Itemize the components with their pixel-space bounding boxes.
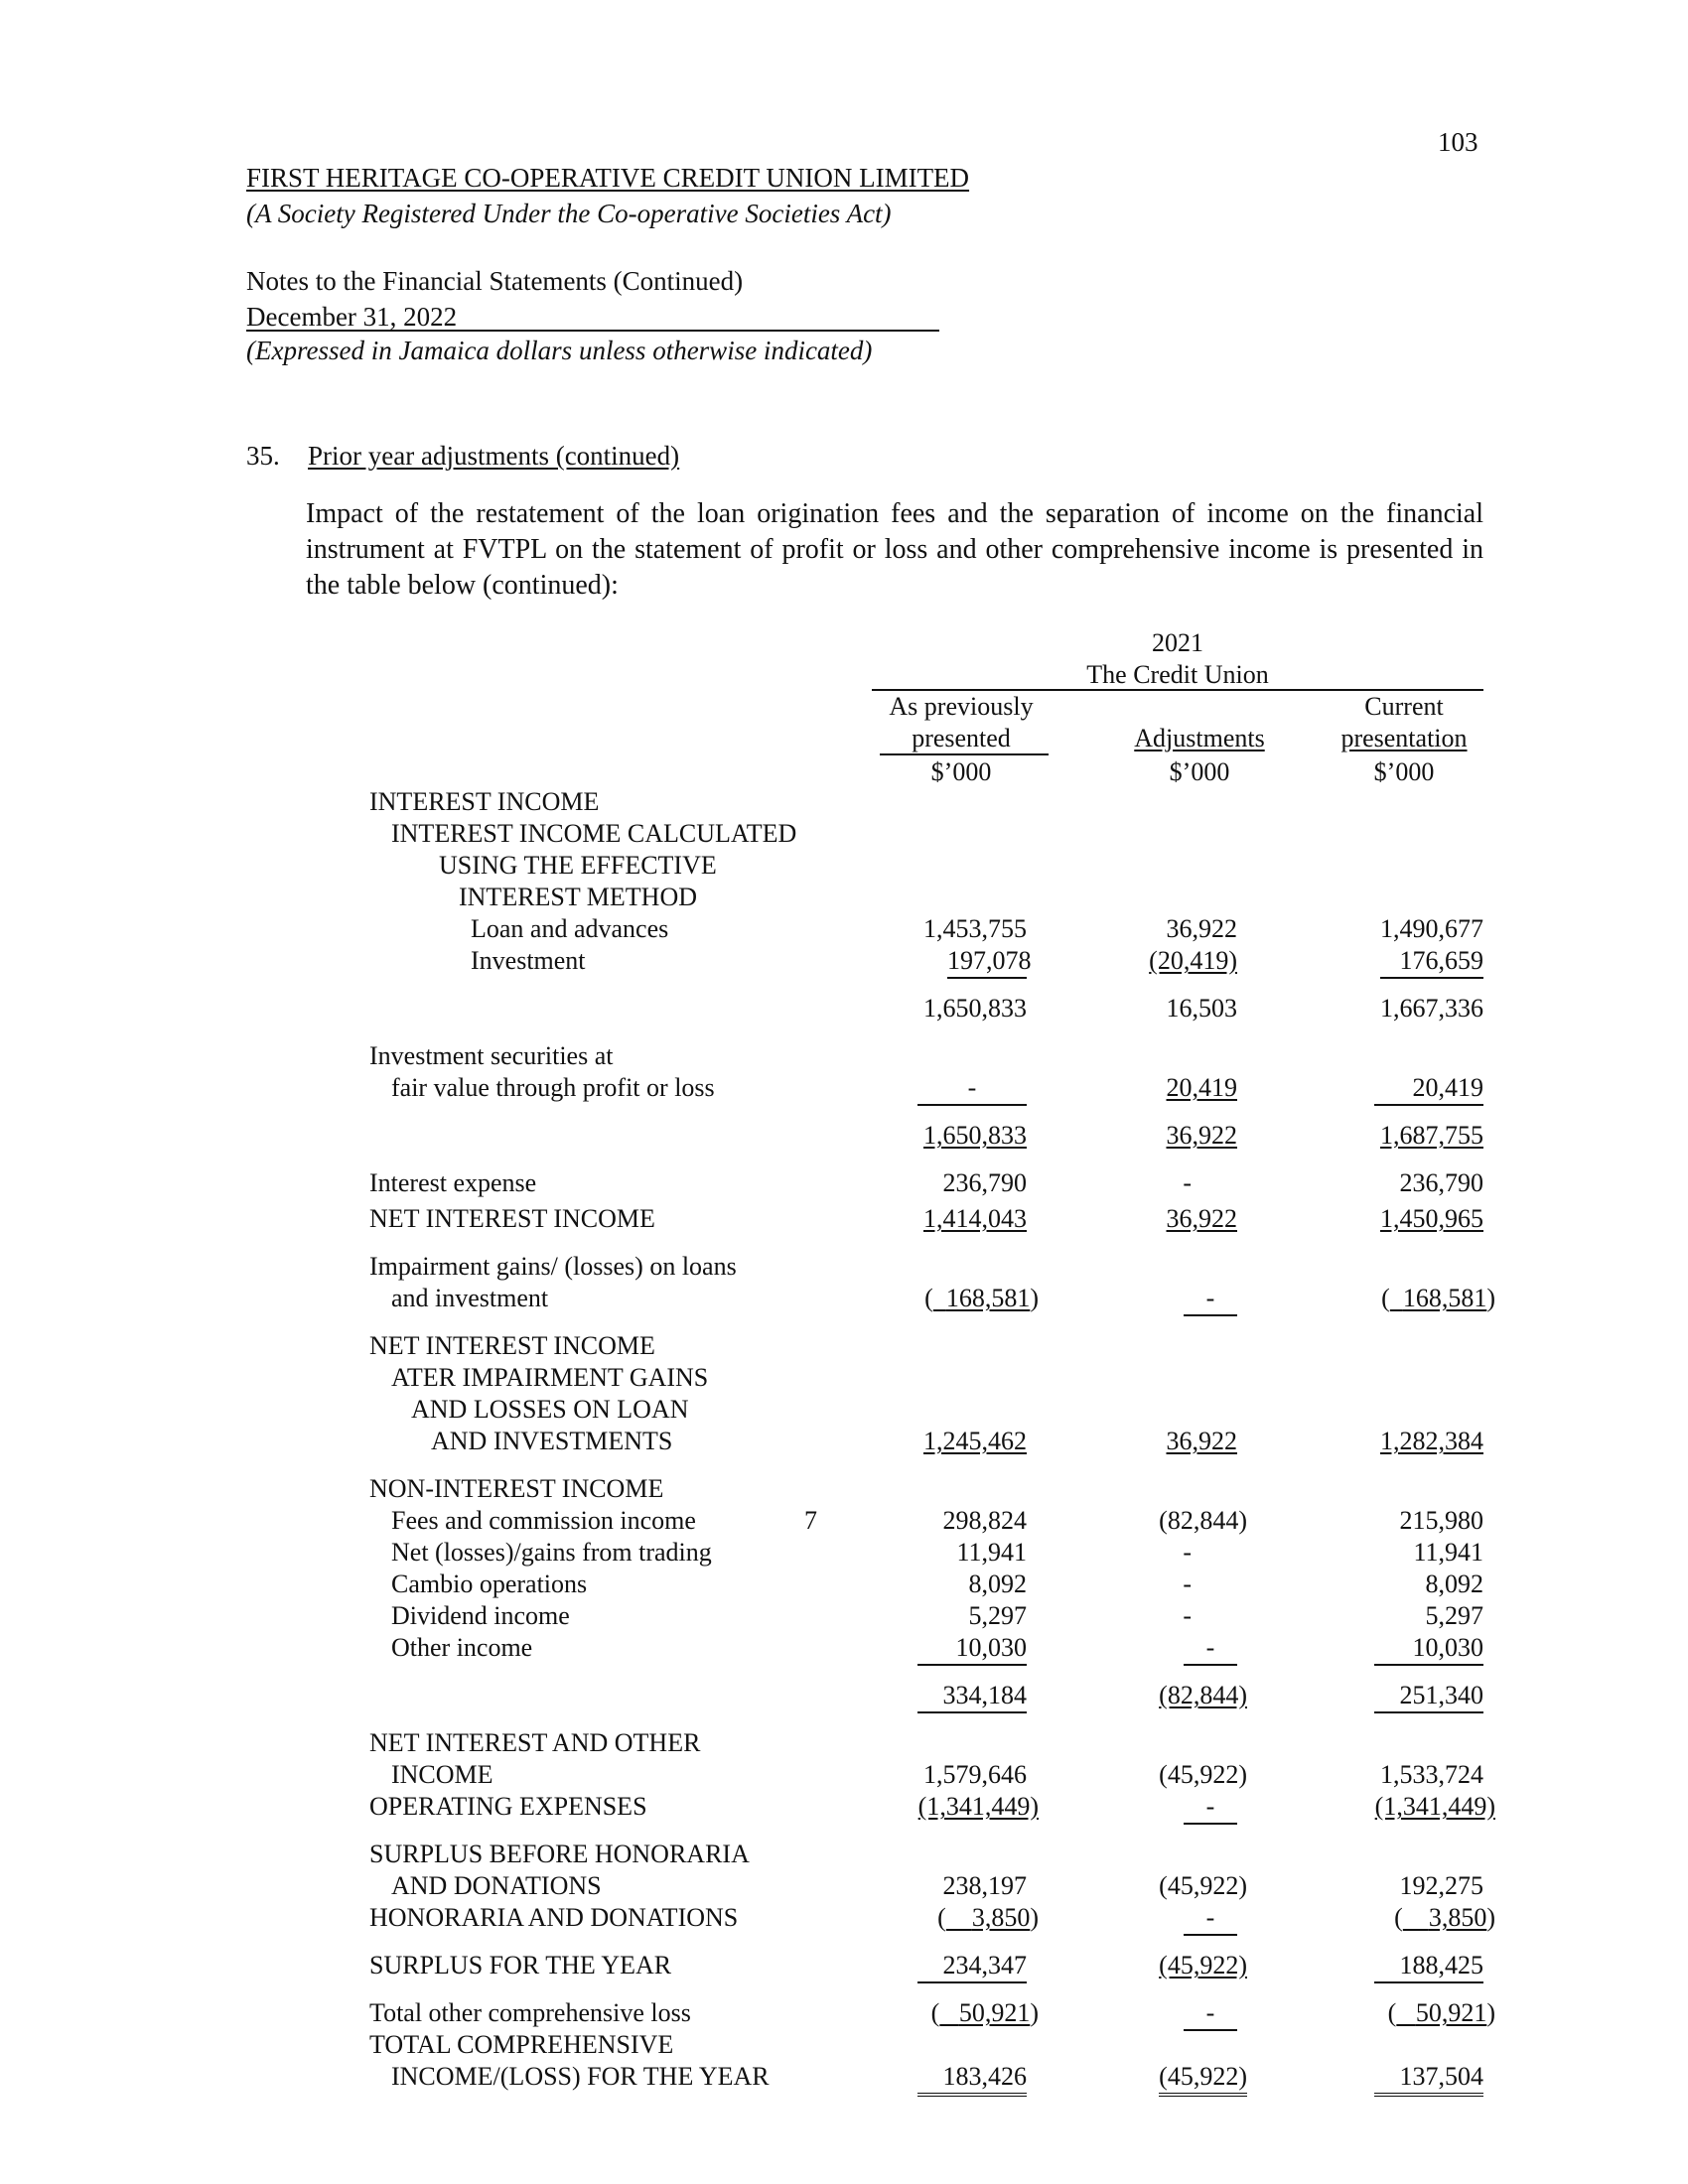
value-cell: 10,030	[1374, 1632, 1483, 1666]
row-label: Dividend income	[391, 1601, 570, 1630]
honoraria-v3: 3,850	[1428, 1903, 1487, 1932]
value-cell: 1,450,965	[1380, 1204, 1483, 1233]
section-title: Prior year adjustments (continued)	[308, 441, 680, 471]
row-label: Loan and advances	[471, 914, 669, 943]
col2-unit: $’000	[1169, 757, 1230, 786]
value-cell: (1,341,449)	[917, 1792, 1039, 1821]
value-cell: -	[1184, 1997, 1237, 2031]
note-ref: 7	[804, 1506, 817, 1535]
honoraria-v1: 3,850	[971, 1903, 1031, 1932]
row-label: NON-INTEREST INCOME	[369, 1474, 664, 1503]
value-cell: 8,092	[968, 1570, 1027, 1598]
row-label: INTEREST INCOME	[369, 787, 600, 816]
row-label: Other income	[391, 1633, 533, 1662]
value-cell: -	[917, 1072, 1027, 1106]
value-cell: -	[1184, 1791, 1237, 1825]
row-label: Impairment gains/ (losses) on loans	[369, 1252, 737, 1281]
value-cell: 183,426	[917, 2061, 1027, 2097]
oci-v1: 50,921	[958, 1998, 1031, 2027]
value-cell: (45,922)	[1159, 1760, 1247, 1789]
value-cell: 215,980	[1399, 1506, 1483, 1535]
notes-title: Notes to the Financial Statements (Continued)	[246, 266, 744, 296]
date-underline	[246, 330, 939, 332]
value-cell: 188,425	[1374, 1950, 1483, 1983]
value-cell: 1,579,646	[923, 1760, 1027, 1789]
value-cell: 20,419	[1374, 1072, 1483, 1106]
value-cell: 8,092	[1425, 1570, 1483, 1598]
row-label: Cambio operations	[391, 1570, 588, 1598]
value-cell: ( 3,850)	[937, 1903, 1039, 1932]
value-cell: -	[1183, 1570, 1192, 1598]
currency-note: (Expressed in Jamaica dollars unless otherwise indicated)	[246, 336, 873, 365]
company-name: FIRST HERITAGE CO-OPERATIVE CREDIT UNION LIMITED	[246, 163, 970, 193]
subtotal-cell: 36,922	[1166, 1121, 1237, 1150]
row-label: SURPLUS BEFORE HONORARIA	[369, 1840, 750, 1868]
row-label: Investment	[471, 946, 586, 975]
row-label: AND INVESTMENTS	[431, 1427, 673, 1455]
table-entity: The Credit Union	[1086, 660, 1269, 689]
value-cell: 298,824	[942, 1506, 1027, 1535]
row-label: INCOME/(LOSS) FOR THE YEAR	[391, 2062, 770, 2091]
value-cell: (1,341,449)	[1374, 1792, 1495, 1821]
row-label: INCOME	[391, 1760, 493, 1789]
value-cell: 197,078	[947, 945, 1027, 979]
row-label: ATER IMPAIRMENT GAINS	[391, 1363, 709, 1392]
row-label: NET INTEREST AND OTHER	[369, 1728, 701, 1757]
table-year: 2021	[1152, 628, 1203, 657]
subtotal-cell: 1,667,336	[1380, 994, 1483, 1023]
value-cell: ( 168,581)	[1381, 1284, 1495, 1312]
col1-header-l1: As previously	[889, 692, 1034, 721]
value-cell: -	[1183, 1168, 1192, 1197]
row-label: AND LOSSES ON LOAN	[411, 1395, 689, 1424]
section-paragraph: Impact of the restatement of the loan origination fees and the separation of income on the financial instrument at FVTPL on the statement of profit or loss and other comprehensive income is presented in the table below (continued):	[306, 498, 1483, 601]
value-cell: ( 50,921)	[1387, 1998, 1495, 2027]
row-label: USING THE EFFECTIVE	[439, 851, 717, 880]
value-cell: 238,197	[942, 1871, 1027, 1900]
statement-date: December 31, 2022	[246, 302, 458, 332]
subtotal-cell: 251,340	[1374, 1680, 1483, 1713]
row-label: HONORARIA AND DONATIONS	[369, 1903, 739, 1932]
value-cell: 236,790	[942, 1168, 1027, 1197]
col3-header-l1: Current	[1364, 692, 1444, 721]
value-cell: 20,419	[1166, 1073, 1237, 1102]
row-label: SURPLUS FOR THE YEAR	[369, 1951, 672, 1979]
row-label: OPERATING EXPENSES	[369, 1792, 647, 1821]
col3-header-l2: presentation	[1340, 724, 1468, 752]
value-cell: 10,030	[917, 1632, 1027, 1666]
row-label: NET INTEREST INCOME	[369, 1204, 655, 1233]
value-cell: 1,490,677	[1380, 914, 1483, 943]
oci-v3: 50,921	[1415, 1998, 1487, 2027]
value-cell: 5,297	[968, 1601, 1027, 1630]
value-cell: 176,659	[1380, 945, 1483, 979]
page-number: 103	[1438, 127, 1478, 157]
company-subtitle: (A Society Registered Under the Co-operative Societies Act)	[246, 199, 892, 228]
subtotal-cell: 1,650,833	[923, 1121, 1027, 1150]
value-cell: (45,922)	[1159, 1951, 1247, 1979]
row-label: Total other comprehensive loss	[369, 1998, 691, 2027]
value-cell: ( 50,921)	[930, 1998, 1039, 2027]
subtotal-cell: 1,650,833	[923, 994, 1027, 1023]
value-cell: (20,419)	[1149, 946, 1237, 975]
value-cell: 1,414,043	[923, 1204, 1027, 1233]
row-label: TOTAL COMPREHENSIVE	[369, 2030, 674, 2059]
value-cell: (45,922)	[1159, 1871, 1247, 1900]
value-cell: ( 168,581)	[924, 1284, 1039, 1312]
subtotal-cell: 1,687,755	[1380, 1121, 1483, 1150]
value-cell: 36,922	[1166, 1204, 1237, 1233]
value-cell: 11,941	[1413, 1538, 1483, 1567]
section-number: 35.	[246, 441, 280, 471]
value-cell: 234,347	[917, 1950, 1027, 1983]
row-label: fair value through profit or loss	[391, 1073, 715, 1102]
value-cell: 1,282,384	[1380, 1427, 1483, 1455]
value-cell: ( 3,850)	[1394, 1903, 1495, 1932]
value-cell: -	[1184, 1283, 1237, 1316]
value-cell: 36,922	[1166, 1427, 1237, 1455]
value-cell: -	[1183, 1538, 1192, 1567]
row-label: AND DONATIONS	[391, 1871, 602, 1900]
col1-unit: $’000	[930, 757, 992, 786]
value-cell: -	[1184, 1632, 1237, 1666]
impairment-v1: 168,581	[945, 1284, 1031, 1312]
row-label: and investment	[391, 1284, 549, 1312]
value-cell: -	[1184, 1902, 1237, 1936]
value-cell: 11,941	[956, 1538, 1027, 1567]
value-cell: (82,844)	[1159, 1506, 1247, 1535]
row-label: Net (losses)/gains from trading	[391, 1538, 712, 1567]
subtotal-cell: (82,844)	[1159, 1681, 1247, 1709]
subtotal-cell: 16,503	[1166, 994, 1237, 1023]
col1-header-l2: presented	[912, 724, 1011, 752]
row-label: NET INTEREST INCOME	[369, 1331, 655, 1360]
row-label: Interest expense	[369, 1168, 537, 1197]
value-cell: 1,533,724	[1380, 1760, 1483, 1789]
value-cell: 137,504	[1374, 2061, 1483, 2097]
value-cell: 236,790	[1399, 1168, 1483, 1197]
row-label: INTEREST INCOME CALCULATED	[391, 819, 797, 848]
value-cell: 192,275	[1399, 1871, 1483, 1900]
row-label: Investment securities at	[369, 1041, 614, 1070]
row-label: Fees and commission income	[391, 1506, 696, 1535]
value-cell: 36,922	[1166, 914, 1237, 943]
col3-unit: $’000	[1373, 757, 1435, 786]
col2-header: Adjustments	[1134, 724, 1265, 752]
subtotal-cell: 334,184	[917, 1680, 1027, 1713]
row-label: INTEREST METHOD	[459, 883, 698, 911]
value-cell: -	[1183, 1601, 1192, 1630]
value-cell: (45,922)	[1159, 2061, 1247, 2097]
value-cell: 1,453,755	[923, 914, 1027, 943]
impairment-v3: 168,581	[1402, 1284, 1487, 1312]
value-cell: 5,297	[1425, 1601, 1483, 1630]
col1-header-rule	[880, 753, 1049, 755]
value-cell: 1,245,462	[923, 1427, 1027, 1455]
